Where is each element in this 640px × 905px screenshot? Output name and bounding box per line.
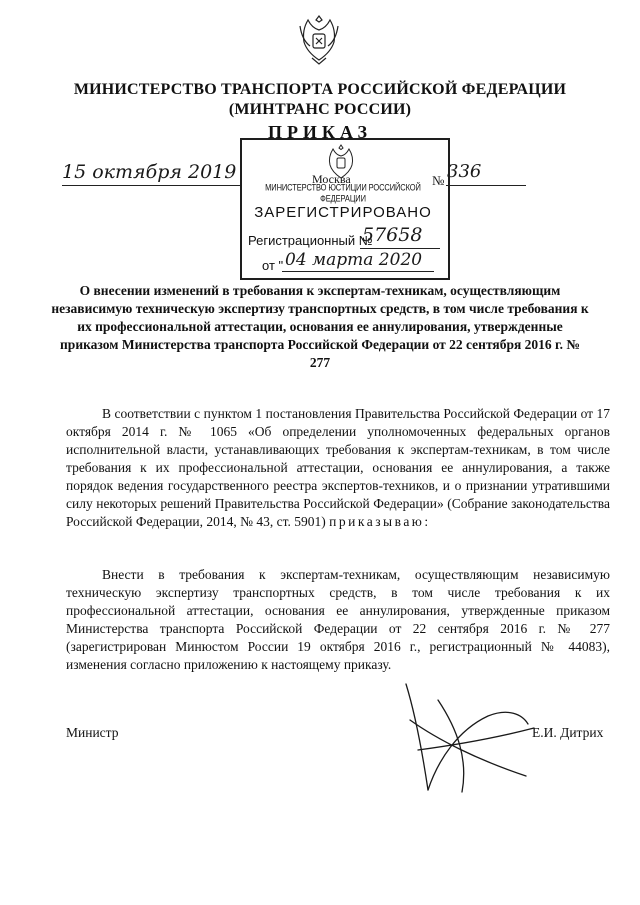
stamp-from-label: от " — [262, 258, 284, 273]
stamp-reg-date: 04 марта 2020 — [285, 250, 423, 270]
city: Москва — [312, 172, 351, 186]
number-underline — [446, 185, 526, 186]
ministry-heading — [60, 80, 580, 120]
number-sign: № — [432, 173, 445, 188]
stamp-ministry-name: МИНИСТЕРСТВО ЮСТИЦИИ РОССИЙСКОЙ ФЕДЕРАЦИИ — [265, 182, 421, 204]
date-underline — [62, 185, 242, 186]
document-type: ПРИКАЗ — [267, 122, 373, 142]
stamp-reg-underline — [360, 248, 440, 249]
ministry-short-name: (МИНТРАНС РОССИИ) — [228, 101, 412, 118]
stamp-date-underline — [282, 271, 434, 272]
stamp-reg-number-label: Регистрационный № — [248, 233, 373, 248]
handwritten-signature — [398, 680, 538, 798]
order-date: 15 октября 2019 — [62, 161, 237, 183]
stamp-reg-number: 57658 — [362, 224, 423, 246]
preamble-text: В соответствии с пунктом 1 постановления Правительства Российской Федерации от 17 октября 2014 г. № 1065 «Об определении уполномоченных федеральных органов исполнительной власти, устанавливающих требования к экспертам-техникам, в том числе требования к их профессиональной аттестации, основания ее аннулирования, а также порядок ведения государственного реестра экспертов-техников, и о признании утратившими силу некоторых решений Правительства Российской Федерации» (Собрание законодательства Российской Федерации, 2014, № 43, ст. 5901) — [66, 406, 610, 529]
stamp-coat-of-arms-icon — [324, 143, 358, 181]
preamble-paragraph — [66, 405, 610, 531]
order-number: 336 — [447, 161, 482, 182]
signatory-role: Министр — [66, 725, 119, 740]
order-subject: О внесении изменений в требования к экспертам-техникам, осуществляющим независимую техническую экспертизу транспортных средств, в том числе требования к их профессиональной аттестации, основания ее аннулирования, утвержденные приказом Министерства транспорта Российской Федерации от 22 сентября 2016 г. № 277 — [51, 283, 589, 370]
coat-of-arms-icon — [296, 12, 342, 68]
stamp-registered-label: ЗАРЕГИСТРИРОВАНО — [254, 204, 432, 221]
signatory-name: Е.И. Дитрих — [532, 725, 604, 740]
ministry-name: МИНИСТЕРСТВО ТРАНСПОРТА РОССИЙСКОЙ ФЕДЕРАЦИИ — [73, 81, 567, 98]
order-word: приказываю: — [329, 514, 431, 529]
operative-paragraph: Внести в требования к экспертам-техникам, осуществляющим независимую техническую экспертизу транспортных средств, в том числе требования к их профессиональной аттестации, основания ее аннулирования, утвержденные приказом Министерства транспорта Российской Федерации от 22 сентября 2016 г. № 277 (зарегистрирован Минюстом России 19 октября 2016 г., регистрационный № 44083), изменения согласно приложению к настоящему приказу. — [66, 567, 610, 672]
